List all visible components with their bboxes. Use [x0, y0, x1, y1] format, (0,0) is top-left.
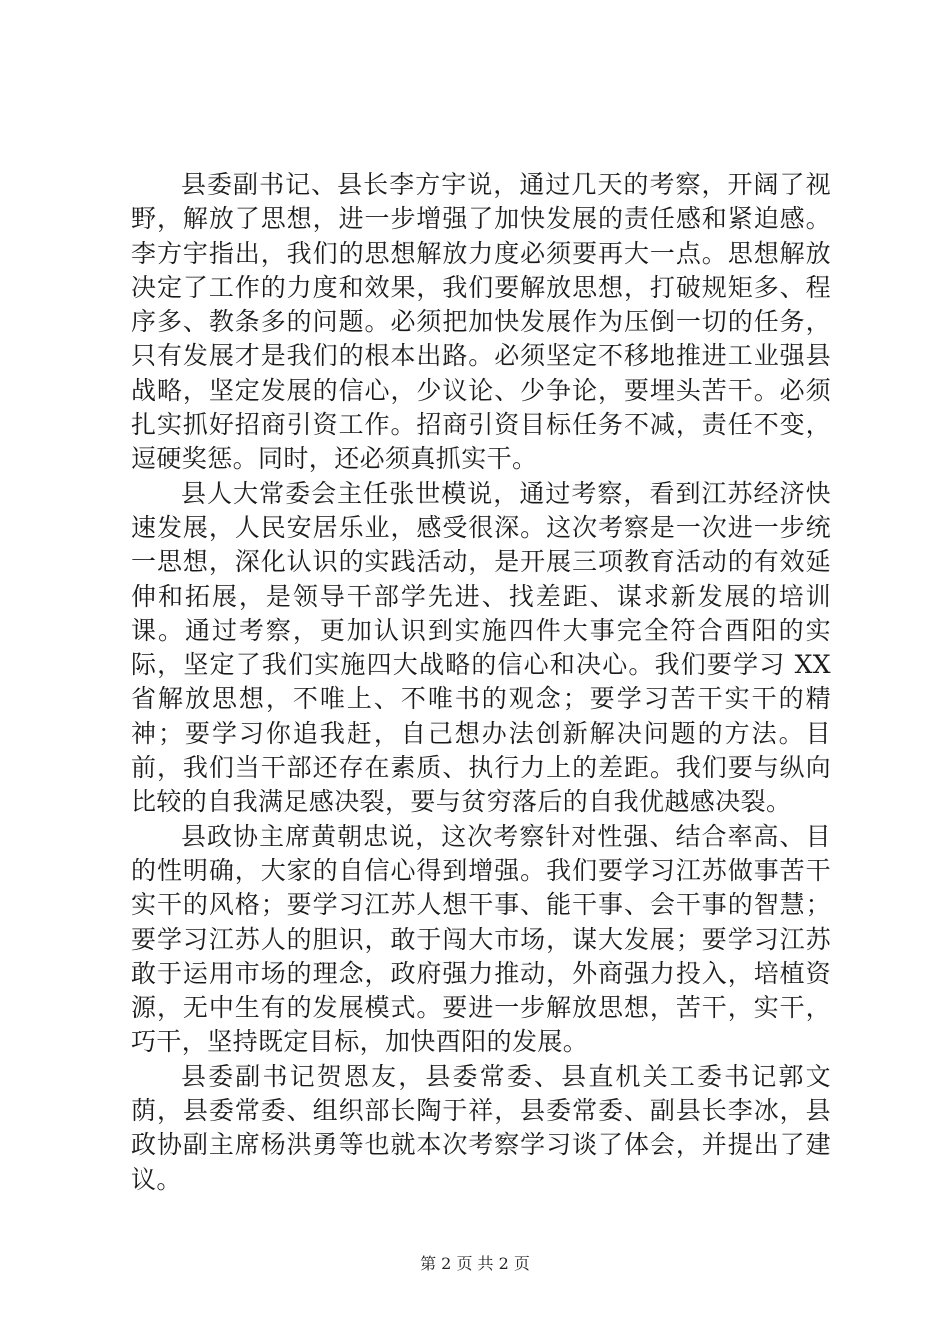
- page-footer: [0, 1251, 950, 1274]
- paragraph-huang-chaozhong: 县政协主席黄朝忠说，这次考察针对性强、结合率高、目的性明确，大家的自信心得到增强。我们要学习江苏做事苦干实干的风格；要学习江苏人想干事、能干事、会干事的智慧；要学习江苏人的胆识，敢于闯大市场，谋大发展；要学习江苏敢于运用市场的理念，政府强力推动，外商强力投入，培植资源，无中生有的发展模式。要进一步解放思想，苦干，实干，巧干，坚持既定目标，加快酉阳的发展。: [131, 821, 831, 1057]
- paragraph-others: 县委副书记贺恩友，县委常委、县直机关工委书记郭文荫，县委常委、组织部长陶于祥，县委常委、副县长李冰，县政协副主席杨洪勇等也就本次考察学习谈了体会，并提出了建议。: [131, 1061, 831, 1194]
- paragraph-zhang-shimo: 县人大常委会主任张世模说，通过考察，看到江苏经济快速发展，人民安居乐业，感受很深。这次考察是一次进一步统一思想，深化认识的实践活动，是开展三项教育活动的有效延伸和拓展，是领导干部学先进、找差距、谋求新发展的培训课。通过考察，更加认识到实施四件大事完全符合酉阳的实际，坚定了我们实施四大战略的信心和决心。我们要学习 XX 省解放思想，不唯上、不唯书的观念；要学习苦干实干的精神；要学习你追我赶，自己想办法创新解决问题的方法。目前，我们当干部还存在素质、执行力上的差距。我们要与纵向比较的自我满足感决裂，要与贫穷落后的自我优越感决裂。: [131, 478, 831, 817]
- page-number: 第 2 页 共 2 页: [420, 1254, 530, 1273]
- paragraph-li-fangyu: 县委副书记、县长李方宇说，通过几天的考察，开阔了视野，解放了思想，进一步增强了加快发展的责任感和紧迫感。李方宇指出，我们的思想解放力度必须要再大一点。思想解放决定了工作的力度和效果，我们要解放思想，打破规矩多、程序多、教条多的问题。必须把加快发展作为压倒一切的任务，只有发展才是我们的根本出路。必须坚定不移地推进工业强县战略，坚定发展的信心，少议论、少争论，要埋头苦干。必须扎实抓好招商引资工作。招商引资目标任务不减，责任不变，逗硬奖惩。同时，还必须真抓实干。: [131, 170, 831, 474]
- document-body: [131, 168, 831, 1197]
